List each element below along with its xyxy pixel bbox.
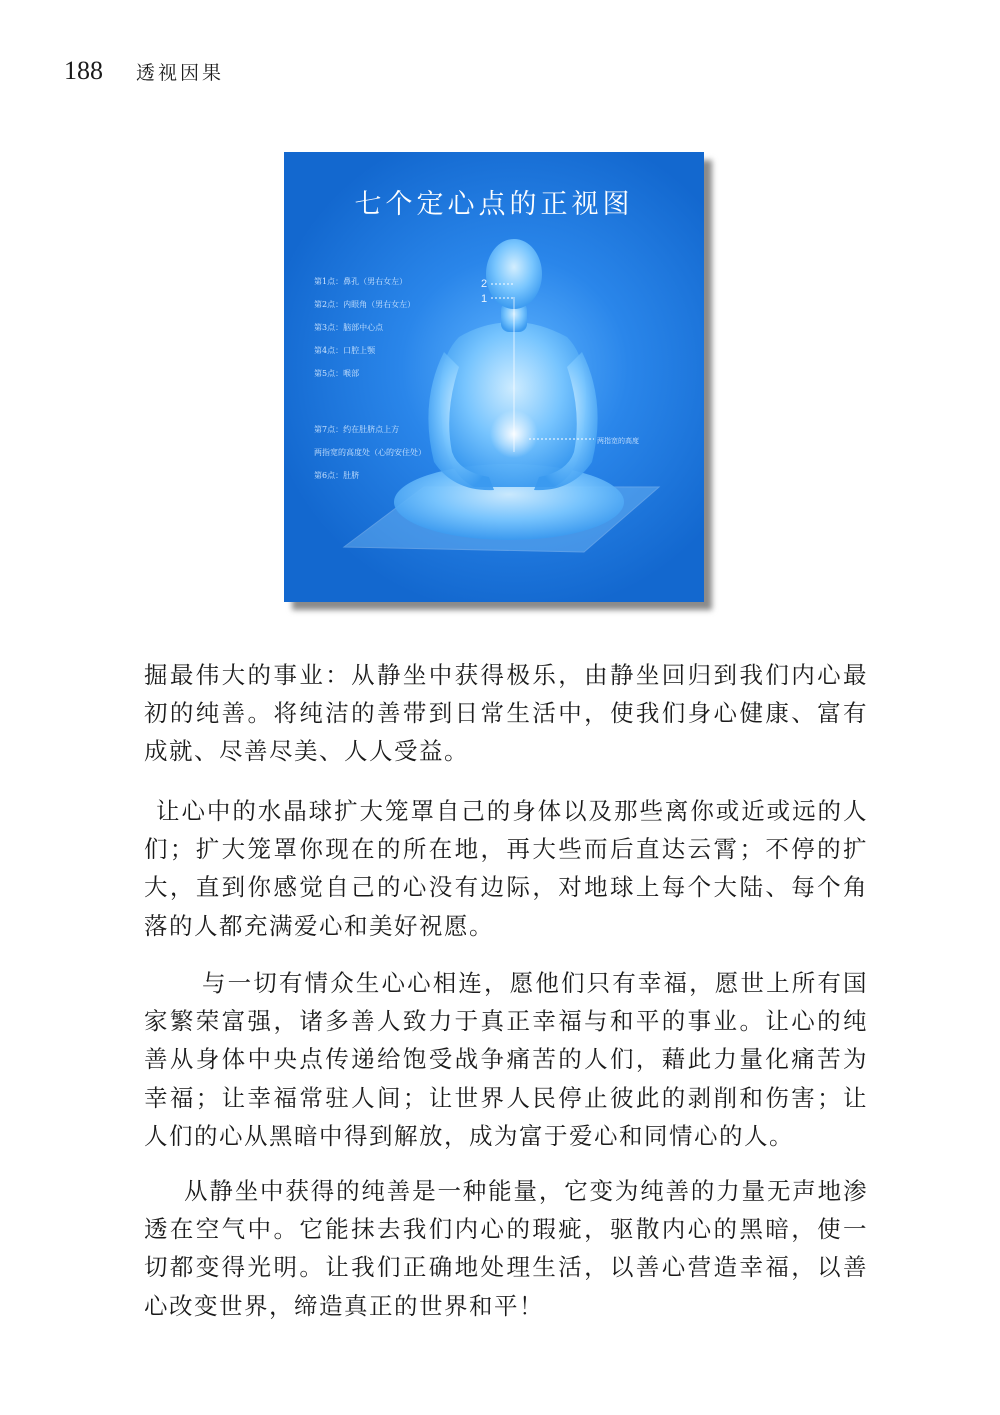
meditation-figure bbox=[284, 152, 704, 602]
page-number: 188 bbox=[64, 56, 103, 85]
point-label: 第5点：喉部 bbox=[314, 369, 360, 378]
point-label: 第7点：约在肚脐点上方 bbox=[314, 425, 400, 434]
paragraph: 与一切有情众生心心相连，愿他们只有幸福，愿世上所有国家繁荣富强，诸多善人致力于真正幸福与和平的事业。让心的纯善从身体中央点传递给饱受战争痛苦的人们，藉此力量化痛苦为幸福；让幸福常驻人间；让世界人民停止彼此的剥削和伤害；让人们的心从黑暗中得到解放，成为富于爱心和同情心的人。 bbox=[144, 969, 868, 1150]
side-label: 两指宽的高度 bbox=[597, 437, 639, 445]
marker-1: 1 bbox=[481, 293, 488, 305]
point-label: 第2点：内眼角（男右女左） bbox=[314, 300, 416, 309]
paragraph: 掘最伟大的事业：从静坐中获得极乐，由静坐回归到我们内心最初的纯善。将纯洁的善带到日常生活中，使我们身心健康、富有成就、尽善尽美、人人受益。 bbox=[144, 661, 868, 766]
paragraph: 从静坐中获得的纯善是一种能量，它变为纯善的力量无声地渗透在空气中。它能抹去我们内心的瑕疵，驱散内心的黑暗，使一切都变得光明。让我们正确地处理生活，以善心营造幸福，以善心改变世界，缔造真正的世界和平！ bbox=[144, 1177, 868, 1320]
paragraph: 让心中的水晶球扩大笼罩自己的身体以及那些离你或近或远的人们；扩大笼罩你现在的所在地，再大些而后直达云霄；不停的扩大，直到你感觉自己的心没有边际，对地球上每个大陆、每个角落的人都充满爱心和美好祝愿。 bbox=[144, 797, 868, 940]
figure-panel bbox=[284, 152, 704, 602]
point-label: 第1点：鼻孔（男右女左） bbox=[314, 277, 408, 286]
point-label: 第6点：肚脐 bbox=[314, 471, 360, 480]
marker-2: 2 bbox=[481, 278, 488, 290]
figure-title: 七个定心点的正视图 bbox=[354, 189, 634, 220]
running-title: 透视因果 bbox=[136, 62, 225, 84]
point-label: 两指宽的高度处（心的安住处） bbox=[314, 448, 426, 457]
point-label: 第4点：口腔上颚 bbox=[314, 346, 376, 355]
point-label: 第3点：脑部中心点 bbox=[314, 323, 384, 332]
